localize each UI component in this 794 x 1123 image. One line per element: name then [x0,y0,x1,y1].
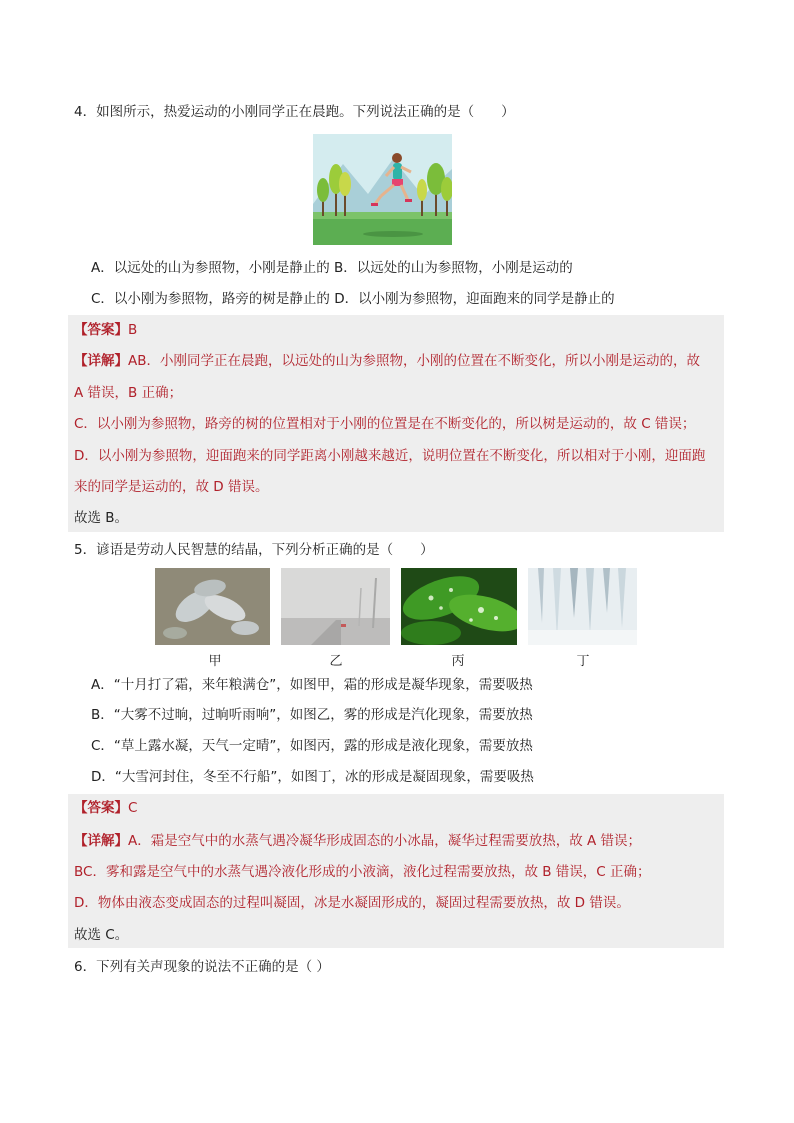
caption-ding: 丁 [576,654,590,669]
answer-value: B [128,322,138,338]
detail-line: A．霜是空气中的水蒸气遇冷凝华形成固态的小冰晶，凝华过程需要放热，故 A 错误； [128,833,642,849]
detail-line: D．物体由液态变成固态的过程叫凝固，冰是水凝固形成的，凝固过程需要放热，故 D 错误。 [74,895,630,911]
answer-label: 【答案】 [74,800,128,816]
detail-label: 【详解】 [74,353,128,369]
conclusion: 故选 C。 [74,927,129,943]
detail-line: 来的同学是运动的，故 D 错误。 [74,479,269,495]
frost-photo [155,568,270,645]
question-5-option-a: A．“十月打了霜，来年粮满仓”，如图甲，霜的形成是凝华现象，需要吸热 [91,677,533,693]
question-4-option-cd: C．以小刚为参照物，路旁的树是静止的 D．以小刚为参照物，迎面跑来的同学是静止的 [91,291,615,307]
question-4-stem: 4．如图所示，热爱运动的小刚同学正在晨跑。下列说法正确的是（ ） [74,104,515,120]
question-4-option-ab: A．以远处的山为参照物，小刚是静止的 B．以远处的山为参照物，小刚是运动的 [91,260,573,276]
question-5-option-c: C．“草上露水凝，天气一定晴”，如图丙，露的形成是液化现象，需要放热 [91,738,533,754]
caption-jia: 甲 [208,654,222,669]
runner-illustration [313,134,452,245]
question-5-option-d: D．“大雪河封住，冬至不行船”，如图丁，冰的形成是凝固现象，需要吸热 [91,769,534,785]
caption-yi: 乙 [329,654,343,669]
detail-line: BC．雾和露是空气中的水蒸气遇冷液化形成的小液滴，液化过程需要放热，故 B 错误，C 正确； [74,864,651,880]
fog-photo [281,568,390,645]
morning-run-image [313,134,452,245]
detail-label: 【详解】 [74,833,128,849]
detail-line: D．以小刚为参照物，迎面跑来的同学距离小刚越来越近，说明位置在不断变化，所以相对于小刚，迎面跑 [74,448,706,464]
detail-line: C．以小刚为参照物，路旁的树的位置相对于小刚的位置是在不断变化的，所以树是运动的，故 C 错误； [74,416,696,432]
question-5-option-b: B．“大雾不过晌，过晌听雨响”，如图乙，雾的形成是汽化现象，需要放热 [91,707,533,723]
ice-photo [528,568,637,645]
question-5-stem: 5．谚语是劳动人民智慧的结晶，下列分析正确的是（ ） [74,542,434,558]
answer-value: C [128,800,138,816]
answer-label: 【答案】 [74,322,128,338]
question-6-stem: 6．下列有关声现象的说法不正确的是（ ） [74,959,330,975]
caption-bing: 丙 [451,654,465,669]
detail-line: A 错误，B 正确； [74,385,183,401]
conclusion: 故选 B。 [74,510,129,526]
dew-photo [401,568,517,645]
detail-line: AB．小刚同学正在晨跑，以远处的山为参照物，小刚的位置在不断变化，所以小刚是运动的，故 [128,353,700,369]
